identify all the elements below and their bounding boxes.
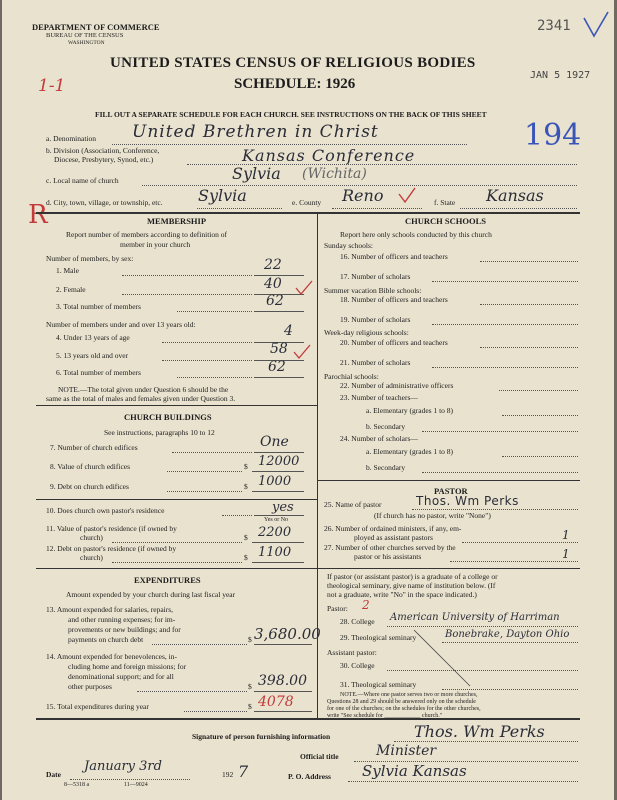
q26-label-2: ployed as assistant pastors <box>354 533 433 542</box>
q25-value: Thos. Wm Perks <box>416 494 519 508</box>
parochial-label: Parochial schools: <box>324 372 379 381</box>
q9-dollar: $ <box>244 482 248 491</box>
official-title-label: Official title <box>300 752 339 761</box>
q22-label: 22. Number of administrative officers <box>340 381 454 390</box>
local-name-label: c. Local name of church <box>46 176 119 185</box>
q19-label: 19. Number of scholars <box>340 315 411 324</box>
q13-label-2: and other running expenses; for im- <box>68 615 176 624</box>
q14-label-3: denominational support; and for all <box>68 672 174 681</box>
city-town-label: d. City, town, village, or township, etc. <box>46 198 163 207</box>
membership-note: NOTE.—The total given under Question 6 should be the <box>58 385 229 394</box>
year-prefix: 192 <box>222 770 234 779</box>
date-label: Date <box>46 770 61 779</box>
q1-label: 1. Male <box>56 266 79 275</box>
pastor-note-4: write "See schedule for ____________ church." <box>327 713 443 719</box>
q23b-label: b. Secondary <box>366 422 406 431</box>
q15-label: 15. Total expenditures during year <box>46 702 149 711</box>
check-mark-icon <box>294 280 314 296</box>
by-sex-label: Number of members, by sex: <box>46 254 134 263</box>
city-town-value: Sylvia <box>198 186 247 205</box>
membership-intro: Report number of members according to definition of <box>66 230 227 239</box>
q12-value: 1100 <box>258 545 292 560</box>
schedule-title: SCHEDULE: 1926 <box>234 76 356 92</box>
q2-label: 2. Female <box>56 285 86 294</box>
by-age-label: Number of members under and over 13 years old: <box>46 320 196 329</box>
local-name-note: (Wichita) <box>302 166 367 182</box>
q16-label: 16. Number of officers and teachers <box>340 252 448 261</box>
q25-label: 25. Name of pastor <box>324 500 382 509</box>
date-value: January 3rd <box>84 759 162 774</box>
page-title: UNITED STATES CENSUS OF RELIGIOUS BODIES <box>110 55 476 71</box>
q8-value: 12000 <box>258 454 300 469</box>
sunday-label: Sunday schools: <box>324 241 373 250</box>
county-label: e. County <box>292 198 322 207</box>
q13-label-3: provements or new buildings; and for <box>68 625 181 634</box>
q11-label: 11. Value of pastor's residence (if owned by <box>46 524 177 533</box>
q13-label-4: payments on church debt <box>68 635 144 644</box>
form-code-2: 11—9024 <box>124 782 148 788</box>
pastor-mark: 2 <box>362 598 370 612</box>
local-name-value: Sylvia <box>232 164 281 183</box>
check-mark-icon <box>397 186 417 206</box>
department-label: DEPARTMENT OF COMMERCE <box>32 22 160 32</box>
q30-label: 30. College <box>340 661 375 670</box>
q27-label-2: pastor or his assistants <box>354 552 422 561</box>
q13-dollar: $ <box>248 635 252 644</box>
expenditures-intro: Amount expended by your church during last fiscal year <box>66 590 236 599</box>
division-label: b. Division (Association, Conference, <box>46 146 160 155</box>
q20-label: 20. Number of officers and teachers <box>340 338 448 347</box>
q10-value: yes <box>272 500 294 515</box>
code-number: 194 <box>524 118 582 153</box>
q15-dollar: $ <box>248 702 252 711</box>
q10-hint: Yes or No <box>264 517 289 523</box>
buildings-heading: CHURCH BUILDINGS <box>124 412 212 422</box>
q21-label: 21. Number of scholars <box>340 358 411 367</box>
q5-value: 58 <box>270 341 288 357</box>
assistant-label: Assistant pastor: <box>327 648 377 657</box>
pastor-label: Pastor: <box>327 604 348 613</box>
q3-value: 62 <box>266 293 284 309</box>
q12-label-2: church) <box>80 553 103 562</box>
signature-label: Signature of person furnishing information <box>192 732 331 741</box>
pastor-heading: PASTOR <box>434 486 468 496</box>
q7-label: 7. Number of church edifices <box>50 443 138 452</box>
buildings-intro: See instructions, paragraphs 10 to 12 <box>104 428 215 437</box>
q14-label-4: other purposes <box>68 682 112 691</box>
pastor-note: NOTE.—Where one pastor serves two or more churches, <box>340 692 478 698</box>
po-address-value: Sylvia Kansas <box>362 762 467 780</box>
instructions-line: FILL OUT A SEPARATE SCHEDULE FOR EACH CHURCH. SEE INSTRUCTIONS ON THE BACK OF THIS SHEET <box>95 110 487 119</box>
q14-value: 398.00 <box>258 673 307 689</box>
q24a-label: a. Elementary (grades 1 to 8) <box>366 447 454 456</box>
membership-note-2: same as the total of males and females given under Question 3. <box>46 394 236 403</box>
denomination-label: a. Denomination <box>46 134 96 143</box>
expenditures-heading: EXPENDITURES <box>134 575 201 585</box>
q25-hint: (If church has no pastor, write "None") <box>374 511 491 520</box>
q8-dollar: $ <box>244 462 248 471</box>
q23a-label: a. Elementary (grades 1 to 8) <box>366 406 454 415</box>
received-date-stamp: JAN 5 1927 <box>530 70 591 81</box>
city-label: WASHINGTON <box>68 40 105 46</box>
q14-label-2: cluding home and foreign missions; for <box>68 662 187 671</box>
q11-dollar: $ <box>244 533 248 542</box>
corner-mark: 1-1 <box>38 76 66 96</box>
q12-label: 12. Debt on pastor's residence (if owned by <box>46 544 177 553</box>
county-value: Reno <box>342 186 384 205</box>
q31-label: 31. Theological seminary <box>340 680 417 689</box>
q11-value: 2200 <box>258 525 292 540</box>
q18-label: 18. Number of officers and teachers <box>340 295 448 304</box>
college-note-3: not a graduate, write "No" in the space indicated.) <box>327 590 477 599</box>
q14-label: 14. Amount expended for benevolences, in- <box>46 652 178 661</box>
q3-label: 3. Total number of members <box>56 302 141 311</box>
q4-label: 4. Under 13 years of age <box>56 333 130 342</box>
state-label: f. State <box>434 198 456 207</box>
official-title-value: Minister <box>376 743 437 759</box>
pastor-note-2: Questions 28 and 29 should be answered only on the schedule <box>327 699 476 705</box>
po-address-label: P. O. Address <box>288 772 331 781</box>
q13-label: 13. Amount expended for salaries, repairs, <box>46 605 174 614</box>
q6-label: 6. Total number of members <box>56 368 141 377</box>
signature-value: Thos. Wm Perks <box>414 722 545 741</box>
strike-line <box>412 628 472 688</box>
q9-value: 1000 <box>258 474 292 489</box>
q8-label: 8. Value of church edifices <box>50 462 131 471</box>
check-mark-icon <box>582 10 612 40</box>
q24-label: 24. Number of scholars— <box>340 434 418 443</box>
q13-value: 3,680.00 <box>254 625 321 643</box>
pastor-note-3: for one of the churches; on the schedules for the other churches, <box>327 706 481 712</box>
q11-label-2: church) <box>80 533 103 542</box>
side-mark: R <box>28 200 48 230</box>
q23-label: 23. Number of teachers— <box>340 393 418 402</box>
vacation-label: Summer vacation Bible schools: <box>324 286 422 295</box>
q10-label: 10. Does church own pastor's residence <box>46 506 165 515</box>
q14-dollar: $ <box>248 682 252 691</box>
q2-value: 40 <box>264 276 282 292</box>
q26-value: 1 <box>562 528 570 542</box>
q6-value: 62 <box>268 359 286 375</box>
denomination-value: United Brethren in Christ <box>132 122 379 142</box>
schools-intro: Report here only schools conducted by this church <box>340 230 492 239</box>
year-value: 7 <box>238 762 249 781</box>
q7-value: One <box>260 434 289 450</box>
schools-heading: CHURCH SCHOOLS <box>405 216 486 226</box>
census-schedule-page <box>2 0 614 800</box>
q27-value: 1 <box>562 547 570 561</box>
membership-intro-2: member in your church <box>120 240 191 249</box>
q17-label: 17. Number of scholars <box>340 272 411 281</box>
state-value: Kansas <box>486 186 544 205</box>
membership-heading: MEMBERSHIP <box>147 216 207 226</box>
q29-value: Bonebrake, Dayton Ohio <box>445 629 570 640</box>
college-note-2: theological seminary, give name of institution below. (If <box>327 581 496 590</box>
q26-label: 26. Number of ordained ministers, if any, em- <box>324 524 462 533</box>
q27-label: 27. Number of other churches served by the <box>324 543 456 552</box>
q9-label: 9. Debt on church edifices <box>50 482 129 491</box>
division-value: Kansas Conference <box>242 146 416 165</box>
q29-label: 29. Theological seminary <box>340 633 417 642</box>
stamp-number: 2341 <box>537 18 571 34</box>
q15-value: 4078 <box>258 694 294 710</box>
q4-value: 4 <box>284 323 293 339</box>
bureau-label: BUREAU OF THE CENSUS <box>46 32 124 39</box>
division-label-2: Diocese, Presbytery, Synod, etc.) <box>54 155 154 164</box>
q28-value: American University of Harriman <box>390 612 560 623</box>
form-code: 8—5318 a <box>64 782 90 788</box>
check-mark-icon <box>292 344 312 360</box>
q12-dollar: $ <box>244 553 248 562</box>
weekday-label: Week-day religious schools: <box>324 328 409 337</box>
college-note: If pastor (or assistant pastor) is a graduate of a college or <box>327 572 498 581</box>
q5-label: 5. 13 years old and over <box>56 351 129 360</box>
q1-value: 22 <box>264 257 282 273</box>
q24b-label: b. Secondary <box>366 463 406 472</box>
q28-label: 28. College <box>340 617 375 626</box>
